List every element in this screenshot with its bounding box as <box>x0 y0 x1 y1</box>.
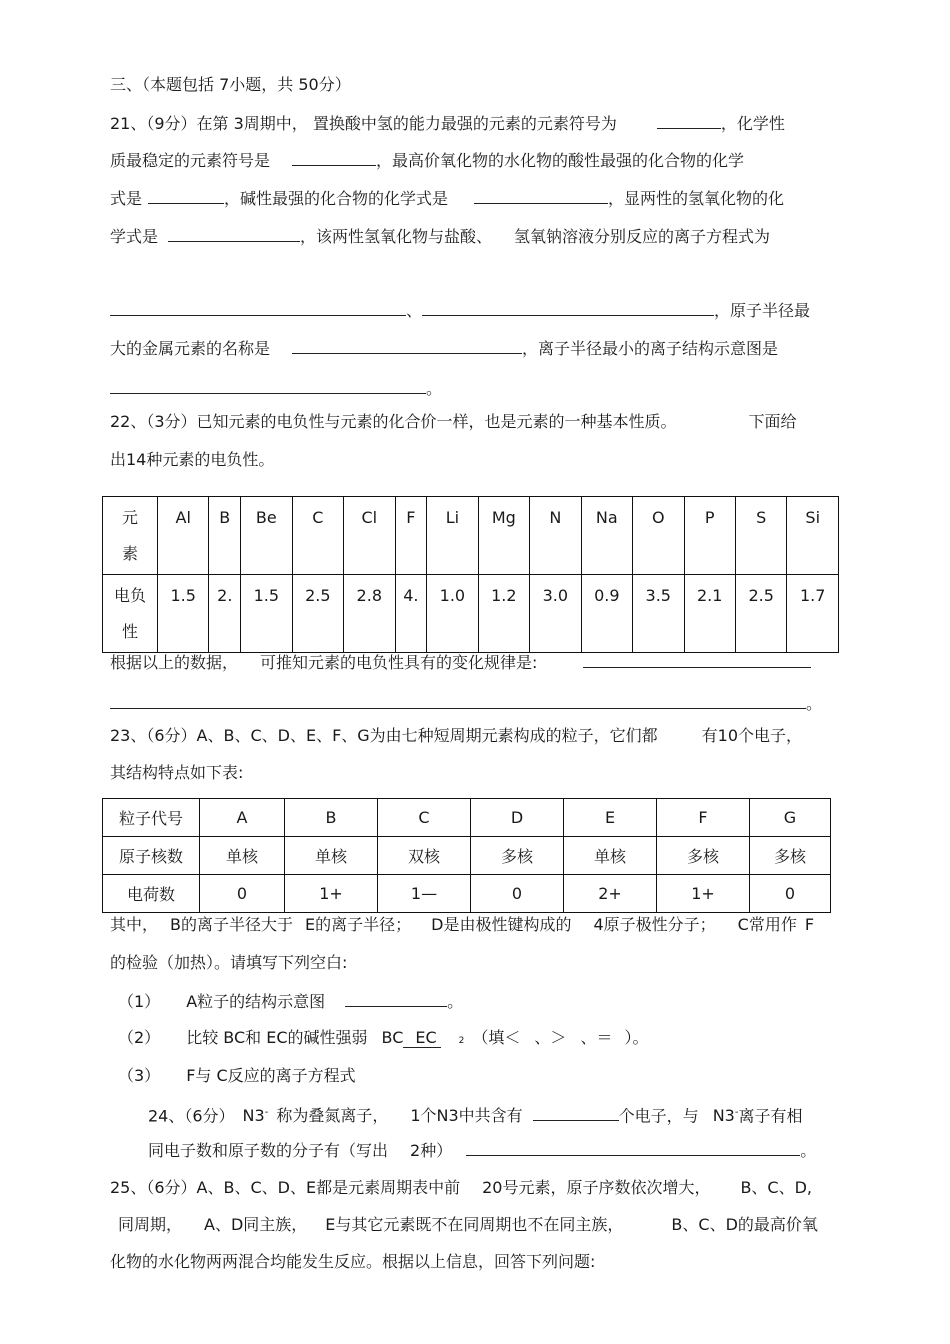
q23-conditions-line1: 其中， B的离子半径大于 E的离子半径； D是由极性键构成的 4原子极性分子； C常用作 F <box>110 915 815 934</box>
value-cell: 3.5 <box>633 575 684 653</box>
value-cell: 1.7 <box>787 575 839 653</box>
element-cell: N <box>530 497 581 575</box>
q21-line5: 、 ，原子半径最 <box>110 299 810 322</box>
table-cell: 单核 <box>564 837 657 875</box>
value-cell: 1.5 <box>241 575 292 653</box>
header-cell: E <box>564 799 657 837</box>
value-cell: 2.5 <box>292 575 343 653</box>
value-cell: 0.9 <box>581 575 632 653</box>
q24-line1: 24、（6分） N3- 称为叠氮离子， 1个N3中共含有 个电子，与 N3-离子有相 <box>148 1106 803 1126</box>
answer-blank[interactable] <box>110 299 406 316</box>
element-cell: Mg <box>478 497 529 575</box>
answer-blank[interactable] <box>110 377 426 394</box>
header-cell: C <box>378 799 471 837</box>
value-cell: 2.1 <box>684 575 735 653</box>
element-cell: Al <box>158 497 209 575</box>
answer-blank[interactable] <box>533 1104 619 1121</box>
table-cell: 多核 <box>657 837 750 875</box>
q22-line1: 22、（3分）已知元素的电负性与元素的化合价一样，也是元素的一种基本性质。 下面给 <box>110 412 797 431</box>
table-cell: 0 <box>471 875 564 913</box>
answer-blank[interactable] <box>345 990 447 1007</box>
q21-text: 21、（9分）在第 3周期中， 置换酸中氢的能力最强的元素的元素符号为 <box>110 114 617 133</box>
answer-blank[interactable] <box>657 112 721 129</box>
element-cell: O <box>633 497 684 575</box>
table-cell: 双核 <box>378 837 471 875</box>
table-cell: 单核 <box>200 837 285 875</box>
row-header: 电负 性 <box>103 575 158 653</box>
value-cell: 1.2 <box>478 575 529 653</box>
element-cell: Na <box>581 497 632 575</box>
q25-line2: 同周期， A、D同主族， E与其它元素既不在同周期也不在同主族， B、C、D的最高价氧 <box>118 1215 818 1234</box>
q22-after-line: 根据以上的数据， 可推知元素的电负性具有的变化规律是: <box>110 651 811 674</box>
answer-blank[interactable] <box>148 187 224 204</box>
row-label: 原子核数 <box>103 837 200 875</box>
q21-line2: 质最稳定的元素符号是 ，最高价氧化物的水化物的酸性最强的化合物的化学 <box>110 151 745 170</box>
table-cell: 1+ <box>285 875 378 913</box>
q22-answer-line: 。 <box>110 692 822 715</box>
element-cell: C <box>292 497 343 575</box>
electronegativity-table <box>102 496 839 653</box>
q25-line3: 化物的水化物两两混合均能发生反应。根据以上信息，回答下列问题: <box>110 1252 596 1271</box>
q23-sub1: （1） A粒子的结构示意图 。 <box>118 992 464 1011</box>
value-cell: 2.5 <box>735 575 786 653</box>
element-cell: Li <box>427 497 478 575</box>
answer-blank[interactable] <box>110 692 806 709</box>
header-row <box>103 799 831 837</box>
q22-line2: 出14种元素的电负性。 <box>110 450 275 469</box>
nucleus-row <box>103 837 831 875</box>
q23-conditions-line2: 的检验（加热）。请填写下列空白: <box>110 953 348 972</box>
answer-blank[interactable] <box>583 651 811 668</box>
header-cell: D <box>471 799 564 837</box>
element-row <box>103 497 839 575</box>
q24-line2: 同电子数和原子数的分子有（写出 2种） 。 <box>148 1141 817 1160</box>
value-cell: 2. <box>209 575 241 653</box>
header-cell: 粒子代号 <box>103 799 200 837</box>
answer-blank[interactable] <box>422 299 714 316</box>
table-cell: 0 <box>200 875 285 913</box>
element-cell: F <box>395 497 427 575</box>
q21-line7: 。 <box>110 377 442 400</box>
row-label: 电荷数 <box>103 875 200 913</box>
q25-line1: 25、（6分）A、B、C、D、E都是元素周期表中前 20号元素，原子序数依次增大， B、C、D, <box>110 1178 813 1197</box>
answer-blank[interactable]: EC <box>403 1028 440 1048</box>
header-cell: G <box>750 799 831 837</box>
q21-line4: 学式是 ，该两性氢氧化物与盐酸、 氢氧钠溶液分别反应的离子方程式为 <box>110 227 771 246</box>
value-cell: 2.8 <box>344 575 395 653</box>
q21-line6: 大的金属元素的名称是 ，离子半径最小的离子结构示意图是 <box>110 339 779 358</box>
answer-blank[interactable] <box>292 149 376 166</box>
element-cell: S <box>735 497 786 575</box>
table-cell: 1— <box>378 875 471 913</box>
value-cell: 1.0 <box>427 575 478 653</box>
table-cell: 多核 <box>471 837 564 875</box>
table-cell: 0 <box>750 875 831 913</box>
particle-table <box>102 798 831 913</box>
q23-line2: 其结构特点如下表: <box>110 763 244 782</box>
charge-row <box>103 875 831 913</box>
q23-sub3: （3） F与 C反应的离子方程式 <box>118 1066 356 1085</box>
table-cell: 2+ <box>564 875 657 913</box>
header-cell: F <box>657 799 750 837</box>
q21-line1: 21、（9分）在第 3周期中， 置换酸中氢的能力最强的元素的元素符号为 ，化学性 <box>110 114 785 133</box>
table-cell: 1+ <box>657 875 750 913</box>
element-cell: P <box>684 497 735 575</box>
value-cell: 1.5 <box>158 575 209 653</box>
element-cell: Si <box>787 497 839 575</box>
answer-blank[interactable] <box>168 225 300 242</box>
table-cell: 单核 <box>285 837 378 875</box>
value-cell: 4. <box>395 575 427 653</box>
row-header: 元 素 <box>103 497 158 575</box>
answer-blank[interactable] <box>466 1139 800 1156</box>
q21-line3: 式是 ，碱性最强的化合物的化学式是 ，显两性的氢氧化物的化 <box>110 189 785 208</box>
answer-blank[interactable] <box>474 187 608 204</box>
header-cell: A <box>200 799 285 837</box>
element-cell: B <box>209 497 241 575</box>
element-cell: Be <box>241 497 292 575</box>
q23-sub2: （2） 比较 BC和 EC的碱性强弱 BC EC 2 （填＜ 、＞ 、＝ ）。 <box>118 1028 649 1047</box>
q23-line1: 23、（6分）A、B、C、D、E、F、G为由七种短周期元素构成的粒子，它们都 有10个电子， <box>110 726 803 745</box>
table-cell: 多核 <box>750 837 831 875</box>
value-row <box>103 575 839 653</box>
header-cell: B <box>285 799 378 837</box>
section-heading: 三、（本题包括 7小题，共 50分） <box>110 75 351 94</box>
answer-blank[interactable] <box>292 337 522 354</box>
value-cell: 3.0 <box>530 575 581 653</box>
element-cell: Cl <box>344 497 395 575</box>
